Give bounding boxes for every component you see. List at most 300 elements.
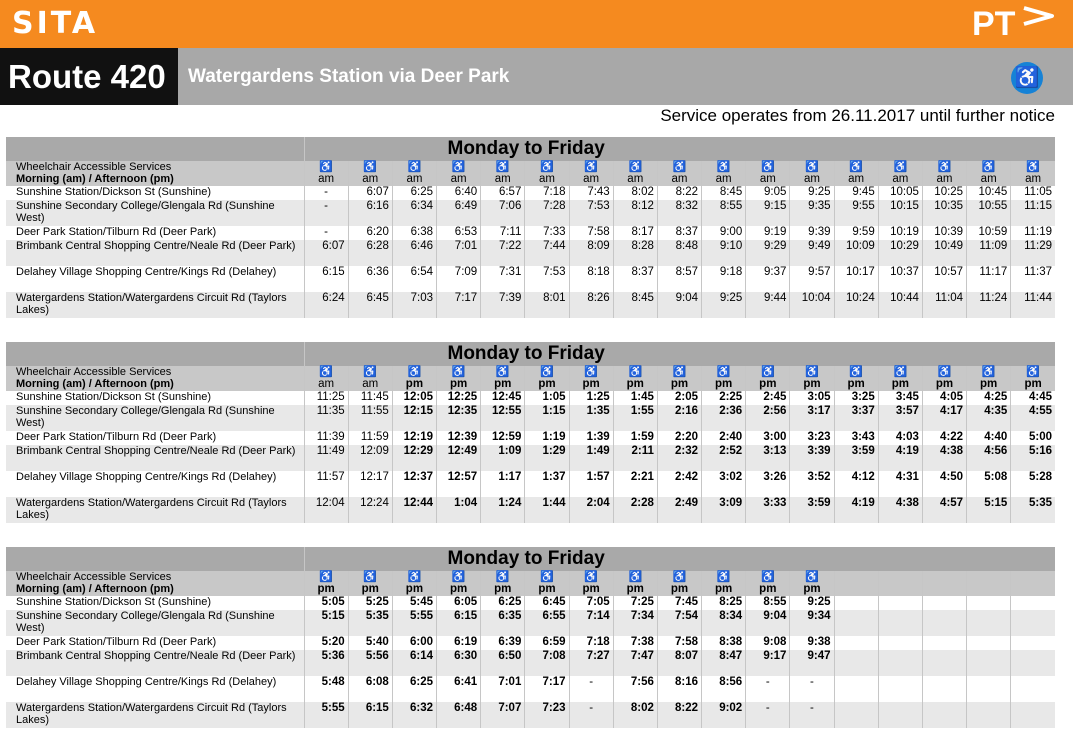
table-row xyxy=(6,702,1055,728)
time-cell: 8:55 xyxy=(702,200,746,226)
wheelchair-cell xyxy=(348,571,392,583)
time-cell: 4:57 xyxy=(922,497,966,523)
table-row xyxy=(6,636,1055,650)
time-cell: 12:45 xyxy=(481,391,525,405)
time-cell: 1:59 xyxy=(613,431,657,445)
time-cell: 9:37 xyxy=(746,266,790,292)
time-cell: 2:36 xyxy=(702,405,746,431)
time-cell: 7:23 xyxy=(525,702,569,728)
time-cell: 11:19 xyxy=(1011,226,1055,240)
time-cell: 10:24 xyxy=(834,292,878,318)
time-cell: 2:25 xyxy=(702,391,746,405)
wheelchair-cell xyxy=(878,366,922,378)
time-cell: 8:16 xyxy=(657,676,701,702)
wheelchair-cell xyxy=(569,366,613,378)
time-cell: 7:08 xyxy=(525,650,569,676)
time-cell xyxy=(967,610,1011,636)
time-cell: 7:56 xyxy=(613,676,657,702)
wheelchair-label: Wheelchair Accessible Services xyxy=(6,366,304,378)
table-row xyxy=(6,391,1055,405)
time-cell: 8:09 xyxy=(569,240,613,266)
wheelchair-cell xyxy=(922,161,966,173)
stop-name: Watergardens Station/Watergardens Circuit Rd (Taylors Lakes) xyxy=(6,292,304,318)
time-cell: 6:16 xyxy=(348,200,392,226)
time-cell: 5:55 xyxy=(392,610,436,636)
time-cell: 9:38 xyxy=(790,636,834,650)
wheelchair-cell xyxy=(1011,366,1055,378)
time-cell: 7:44 xyxy=(525,240,569,266)
time-cell: 7:58 xyxy=(657,636,701,650)
time-cell: 9:49 xyxy=(790,240,834,266)
time-cell: 3:00 xyxy=(746,431,790,445)
wheelchair-label: Wheelchair Accessible Services xyxy=(6,571,304,583)
wheelchair-icon: ♿ xyxy=(584,161,598,173)
time-cell: 7:01 xyxy=(481,676,525,702)
route-description: Watergardens Station via Deer Park xyxy=(188,66,510,87)
table-row xyxy=(6,471,1055,497)
time-cell xyxy=(834,676,878,702)
wheelchair-icon: ♿ xyxy=(628,161,643,173)
wheelchair-cell xyxy=(657,161,701,173)
time-cell: 8:18 xyxy=(569,266,613,292)
table-row xyxy=(6,226,1055,240)
wheelchair-cell xyxy=(967,366,1011,378)
time-cell: 1:09 xyxy=(481,445,525,471)
time-cell: 5:05 xyxy=(304,596,348,610)
wheelchair-icon: ♿ xyxy=(451,366,466,378)
time-cell: 6:15 xyxy=(348,702,392,728)
period-cell: pm xyxy=(569,583,613,596)
operator-logo: SITA xyxy=(12,6,99,41)
time-cell: 12:55 xyxy=(481,405,525,431)
time-cell: 8:56 xyxy=(702,676,746,702)
wheelchair-icon: ♿ xyxy=(363,571,378,583)
time-cell: 5:36 xyxy=(304,650,348,676)
wheelchair-cell xyxy=(348,366,392,378)
wheelchair-icon: ♿ xyxy=(849,366,863,378)
period-cell: pm xyxy=(348,583,392,596)
time-cell: 4:25 xyxy=(967,391,1011,405)
time-cell: 7:38 xyxy=(613,636,657,650)
time-cell: 8:26 xyxy=(569,292,613,318)
time-cell: 4:31 xyxy=(878,471,922,497)
wheelchair-cell xyxy=(348,161,392,173)
time-cell: 1:55 xyxy=(613,405,657,431)
stop-name: Brimbank Central Shopping Centre/Neale Rd (Deer Park) xyxy=(6,240,304,266)
period-cell: pm xyxy=(790,583,834,596)
time-cell: 5:56 xyxy=(348,650,392,676)
wheelchair-icon: ♿ xyxy=(628,571,643,583)
time-cell: 1:44 xyxy=(525,497,569,523)
time-cell: 1:35 xyxy=(569,405,613,431)
time-cell: 6:54 xyxy=(392,266,436,292)
time-cell: 2:20 xyxy=(657,431,701,445)
stop-name: Watergardens Station/Watergardens Circuit Rd (Taylors Lakes) xyxy=(6,497,304,523)
time-cell xyxy=(1011,610,1055,636)
wheelchair-icon: ♿ xyxy=(893,366,908,378)
time-cell: 12:24 xyxy=(348,497,392,523)
timetable-1 xyxy=(6,137,1055,318)
time-cell: - xyxy=(790,676,834,702)
time-cell: 4:50 xyxy=(922,471,966,497)
time-cell: 7:09 xyxy=(437,266,481,292)
stop-name: Sunshine Secondary College/Glengala Rd (Sunshine West) xyxy=(6,610,304,636)
time-cell: 6:35 xyxy=(481,610,525,636)
ptv-logo xyxy=(972,2,1062,42)
wheelchair-icon: ♿ xyxy=(363,366,378,378)
time-cell: 2:45 xyxy=(746,391,790,405)
time-cell: 10:15 xyxy=(878,200,922,226)
time-cell: 4:40 xyxy=(967,431,1011,445)
period-cell: am xyxy=(878,173,922,186)
time-cell xyxy=(922,676,966,702)
time-cell: 6:59 xyxy=(525,636,569,650)
wheelchair-cell xyxy=(790,366,834,378)
period-cell: pm xyxy=(878,378,922,391)
time-cell: 9:25 xyxy=(790,596,834,610)
time-cell: 2:21 xyxy=(613,471,657,497)
stop-name: Brimbank Central Shopping Centre/Neale Rd (Deer Park) xyxy=(6,650,304,676)
time-cell: 6:49 xyxy=(437,200,481,226)
time-cell: 12:35 xyxy=(437,405,481,431)
wheelchair-icon: ♿ xyxy=(981,161,996,173)
time-cell: 1:24 xyxy=(481,497,525,523)
time-cell: 5:16 xyxy=(1011,445,1055,471)
time-cell: 9:17 xyxy=(746,650,790,676)
period-cell: am xyxy=(746,173,790,186)
time-cell: 9:59 xyxy=(834,226,878,240)
time-cell: 5:55 xyxy=(304,702,348,728)
time-cell: 8:48 xyxy=(657,240,701,266)
time-cell: 6:25 xyxy=(392,676,436,702)
time-cell: 8:34 xyxy=(702,610,746,636)
time-cell: 4:17 xyxy=(922,405,966,431)
table-row xyxy=(6,445,1055,471)
time-cell: 8:55 xyxy=(746,596,790,610)
time-cell: 5:45 xyxy=(392,596,436,610)
time-cell: 7:18 xyxy=(525,186,569,200)
stop-name: Sunshine Station/Dickson St (Sunshine) xyxy=(6,596,304,610)
table-row xyxy=(6,240,1055,266)
wheelchair-cell xyxy=(525,161,569,173)
period-label: Morning (am) / Afternoon (pm) xyxy=(6,173,304,186)
wheelchair-icon: ♿ xyxy=(407,366,422,378)
wheelchair-cell xyxy=(304,366,348,378)
wheelchair-cell xyxy=(613,366,657,378)
time-cell: 7:58 xyxy=(569,226,613,240)
time-cell: 4:38 xyxy=(922,445,966,471)
time-cell: 11:55 xyxy=(348,405,392,431)
wheelchair-cell xyxy=(878,571,922,583)
stop-name: Delahey Village Shopping Centre/Kings Rd (Delahey) xyxy=(6,266,304,292)
period-cell: pm xyxy=(437,378,481,391)
wheelchair-cell xyxy=(657,366,701,378)
wheelchair-cell xyxy=(790,161,834,173)
period-cell: pm xyxy=(525,378,569,391)
time-cell: 3:59 xyxy=(834,445,878,471)
time-cell xyxy=(1011,596,1055,610)
period-cell: pm xyxy=(613,378,657,391)
time-cell: 7:45 xyxy=(657,596,701,610)
time-cell xyxy=(878,676,922,702)
time-cell: 2:32 xyxy=(657,445,701,471)
time-cell: 5:15 xyxy=(304,610,348,636)
wheelchair-icon: ♿ xyxy=(716,571,731,583)
wheelchair-icon: ♿ xyxy=(584,571,598,583)
time-cell: 7:43 xyxy=(569,186,613,200)
service-notice: Service operates from 26.11.2017 until further notice xyxy=(660,106,1055,125)
wheelchair-icon: ♿ xyxy=(407,571,422,583)
wheelchair-icon: ♿ xyxy=(495,366,510,378)
time-cell: 12:59 xyxy=(481,431,525,445)
time-cell: 9:34 xyxy=(790,610,834,636)
table-row xyxy=(6,610,1055,636)
wheelchair-icon: ♿ xyxy=(1011,62,1043,94)
wheelchair-icon: ♿ xyxy=(1026,366,1040,378)
wheelchair-icon: ♿ xyxy=(849,161,863,173)
time-cell: 4:05 xyxy=(922,391,966,405)
table-row xyxy=(6,497,1055,523)
period-cell xyxy=(878,583,922,596)
time-cell: 10:39 xyxy=(922,226,966,240)
time-cell: 11:35 xyxy=(304,405,348,431)
table-row xyxy=(6,200,1055,226)
time-cell: 5:40 xyxy=(348,636,392,650)
wheelchair-cell xyxy=(525,366,569,378)
time-cell: 1:29 xyxy=(525,445,569,471)
wheelchair-icon: ♿ xyxy=(363,161,378,173)
time-cell: 6:32 xyxy=(392,702,436,728)
period-cell: am xyxy=(702,173,746,186)
time-cell: 12:29 xyxy=(392,445,436,471)
table-row xyxy=(6,650,1055,676)
table-row xyxy=(6,676,1055,702)
wheelchair-cell xyxy=(569,571,613,583)
time-cell: 2:28 xyxy=(613,497,657,523)
time-cell: 11:44 xyxy=(1011,292,1055,318)
time-cell: 3:05 xyxy=(790,391,834,405)
time-cell: 6:25 xyxy=(392,186,436,200)
time-cell: 5:48 xyxy=(304,676,348,702)
time-cell: 9:44 xyxy=(746,292,790,318)
period-cell: am xyxy=(613,173,657,186)
period-cell: am xyxy=(304,173,348,186)
wheelchair-icon: ♿ xyxy=(672,571,687,583)
time-cell: 8:45 xyxy=(702,186,746,200)
time-cell: 10:44 xyxy=(878,292,922,318)
time-cell: 7:03 xyxy=(392,292,436,318)
period-cell: am xyxy=(481,173,525,186)
time-cell: 5:28 xyxy=(1011,471,1055,497)
time-cell: 12:09 xyxy=(348,445,392,471)
time-cell: 6:00 xyxy=(392,636,436,650)
time-cell: 7:31 xyxy=(481,266,525,292)
stop-name: Deer Park Station/Tilburn Rd (Deer Park) xyxy=(6,226,304,240)
time-cell: 7:17 xyxy=(525,676,569,702)
time-cell: 12:25 xyxy=(437,391,481,405)
time-cell: 3:39 xyxy=(790,445,834,471)
time-cell: 7:25 xyxy=(613,596,657,610)
wheelchair-icon: ♿ xyxy=(451,161,466,173)
time-cell: 7:01 xyxy=(437,240,481,266)
time-cell: 11:09 xyxy=(967,240,1011,266)
period-cell xyxy=(922,583,966,596)
top-banner xyxy=(0,0,1073,48)
time-cell: 8:37 xyxy=(613,266,657,292)
time-cell: 1:45 xyxy=(613,391,657,405)
wheelchair-cell xyxy=(702,161,746,173)
time-cell: 6:46 xyxy=(392,240,436,266)
period-label: Morning (am) / Afternoon (pm) xyxy=(6,378,304,391)
table-row xyxy=(6,431,1055,445)
time-cell: 7:11 xyxy=(481,226,525,240)
time-cell xyxy=(1011,650,1055,676)
wheelchair-icon: ♿ xyxy=(805,571,819,583)
time-cell: 6:19 xyxy=(437,636,481,650)
time-cell: 10:37 xyxy=(878,266,922,292)
time-cell: 6:15 xyxy=(437,610,481,636)
time-cell: 8:38 xyxy=(702,636,746,650)
period-cell: am xyxy=(348,378,392,391)
time-cell: 9:45 xyxy=(834,186,878,200)
time-cell: 8:47 xyxy=(702,650,746,676)
time-cell xyxy=(834,610,878,636)
wheelchair-icon: ♿ xyxy=(760,366,775,378)
period-cell: pm xyxy=(569,378,613,391)
time-cell: 6:55 xyxy=(525,610,569,636)
time-cell: 6:45 xyxy=(348,292,392,318)
time-cell xyxy=(834,596,878,610)
wheelchair-cell xyxy=(834,366,878,378)
time-cell xyxy=(922,650,966,676)
wheelchair-icon: ♿ xyxy=(760,571,775,583)
time-cell: 7:27 xyxy=(569,650,613,676)
time-cell: 3:23 xyxy=(790,431,834,445)
time-cell: 4:55 xyxy=(1011,405,1055,431)
wheelchair-icon: ♿ xyxy=(319,161,333,173)
time-cell: 6:15 xyxy=(304,266,348,292)
day-header: Monday to Friday xyxy=(304,137,1055,161)
time-cell: 2:16 xyxy=(657,405,701,431)
time-cell: 2:49 xyxy=(657,497,701,523)
time-cell: 12:49 xyxy=(437,445,481,471)
time-cell: 9:25 xyxy=(790,186,834,200)
time-cell: - xyxy=(790,702,834,728)
wheelchair-cell xyxy=(657,571,701,583)
time-cell: 3:33 xyxy=(746,497,790,523)
period-cell: am xyxy=(525,173,569,186)
time-cell: 3:59 xyxy=(790,497,834,523)
wheelchair-icon: ♿ xyxy=(495,161,510,173)
time-cell xyxy=(967,596,1011,610)
time-cell: 12:44 xyxy=(392,497,436,523)
time-cell: 6:50 xyxy=(481,650,525,676)
period-cell xyxy=(1011,583,1055,596)
time-cell: 4:35 xyxy=(967,405,1011,431)
time-cell: 11:04 xyxy=(922,292,966,318)
time-cell: 8:07 xyxy=(657,650,701,676)
time-cell: 6:53 xyxy=(437,226,481,240)
wheelchair-icon: ♿ xyxy=(584,366,598,378)
day-header: Monday to Friday xyxy=(304,342,1055,366)
time-cell: 11:25 xyxy=(304,391,348,405)
period-cell: pm xyxy=(392,378,436,391)
period-cell: am xyxy=(348,173,392,186)
wheelchair-cell xyxy=(481,161,525,173)
time-cell: 8:25 xyxy=(702,596,746,610)
wheelchair-cell xyxy=(304,161,348,173)
time-cell: 5:00 xyxy=(1011,431,1055,445)
wheelchair-label: Wheelchair Accessible Services xyxy=(6,161,304,173)
time-cell: 1:57 xyxy=(569,471,613,497)
period-cell: pm xyxy=(525,583,569,596)
time-cell: 7:54 xyxy=(657,610,701,636)
time-cell: 10:04 xyxy=(790,292,834,318)
period-cell: am xyxy=(569,173,613,186)
period-cell: pm xyxy=(304,583,348,596)
period-cell: pm xyxy=(746,378,790,391)
period-cell: pm xyxy=(746,583,790,596)
wheelchair-icon: ♿ xyxy=(628,366,643,378)
time-cell: 7:17 xyxy=(437,292,481,318)
period-cell xyxy=(834,583,878,596)
period-cell: pm xyxy=(922,378,966,391)
period-cell: pm xyxy=(613,583,657,596)
time-cell: 7:18 xyxy=(569,636,613,650)
time-cell xyxy=(834,650,878,676)
stop-name: Delahey Village Shopping Centre/Kings Rd (Delahey) xyxy=(6,471,304,497)
time-cell xyxy=(878,636,922,650)
period-cell: pm xyxy=(702,583,746,596)
stop-name: Sunshine Secondary College/Glengala Rd (Sunshine West) xyxy=(6,200,304,226)
time-cell: 8:22 xyxy=(657,186,701,200)
time-cell: 9:10 xyxy=(702,240,746,266)
wheelchair-cell xyxy=(922,366,966,378)
time-cell: 5:20 xyxy=(304,636,348,650)
time-cell: 3:43 xyxy=(834,431,878,445)
stop-name: Brimbank Central Shopping Centre/Neale Rd (Deer Park) xyxy=(6,445,304,471)
time-cell: 7:53 xyxy=(525,266,569,292)
time-cell: 12:04 xyxy=(304,497,348,523)
period-cell xyxy=(967,583,1011,596)
time-cell: 5:15 xyxy=(967,497,1011,523)
time-cell: - xyxy=(304,200,348,226)
time-cell xyxy=(878,650,922,676)
time-cell: 12:57 xyxy=(437,471,481,497)
time-cell: 11:57 xyxy=(304,471,348,497)
time-cell: 6:24 xyxy=(304,292,348,318)
time-cell: 12:17 xyxy=(348,471,392,497)
period-cell: am xyxy=(304,378,348,391)
time-cell: 10:19 xyxy=(878,226,922,240)
time-cell: 10:05 xyxy=(878,186,922,200)
period-cell: pm xyxy=(481,378,525,391)
time-cell: 9:04 xyxy=(746,610,790,636)
time-cell: 3:52 xyxy=(790,471,834,497)
time-cell xyxy=(878,610,922,636)
time-cell: 5:35 xyxy=(1011,497,1055,523)
wheelchair-icon: ♿ xyxy=(540,161,554,173)
wheelchair-cell xyxy=(481,366,525,378)
time-cell: 9:55 xyxy=(834,200,878,226)
time-cell: 3:25 xyxy=(834,391,878,405)
time-cell: 12:15 xyxy=(392,405,436,431)
stop-name: Sunshine Station/Dickson St (Sunshine) xyxy=(6,186,304,200)
time-cell xyxy=(878,702,922,728)
time-cell: 9:29 xyxy=(746,240,790,266)
wheelchair-cell xyxy=(746,366,790,378)
time-cell: 9:15 xyxy=(746,200,790,226)
